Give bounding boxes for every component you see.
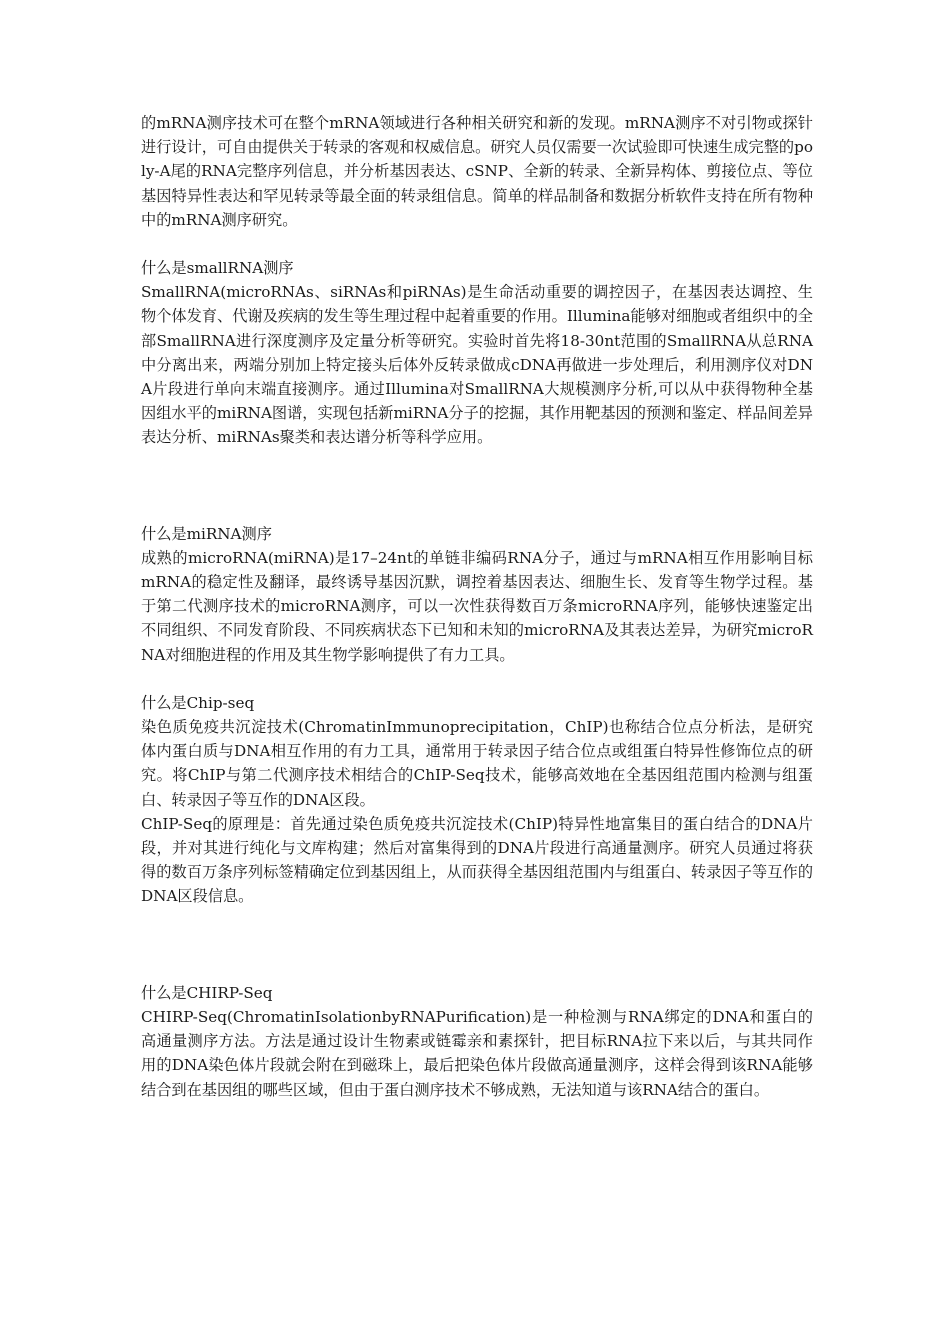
mirna-paragraph: 成熟的microRNA(miRNA)是17–24nt的单链非编码RNA分子，通过与mRNA相互作用影响目标mRNA的稳定性及翻译，最终诱导基因沉默，调控着基因表达、细胞生长、发育等生物学过程。基于第二代测序技术的microRNA测序，可以一次性获得数百万条microRNA序列，能够快速鉴定出不同组织、不同发育阶段、不同疾病状态下已知和未知的microRNA及其表达差异，为研究microRNA对细胞进程的作用及其生物学影响提供了有力工具。 <box>141 548 813 664</box>
spacer <box>141 667 813 691</box>
chipseq-paragraph-1: 染色质免疫共沉淀技术(ChromatinImmunoprecipitation，ChIP)也称结合位点分析法，是研究体内蛋白质与DNA相互作用的有力工具，通常用于转录因子结合位点或组蛋白特异性修饰位点的研究。将ChIP与第二代测序技术相结合的ChIP-Seq技术，能够高效地在全基因组范围内检测与组蛋白、转录因子等互作的DNA区段。 <box>141 718 813 809</box>
chipseq-paragraph-2: ChIP-Seq的原理是：首先通过染色质免疫共沉淀技术(ChIP)特异性地富集目的蛋白结合的DNA片段，并对其进行纯化与文库构建；然后对富集得到的DNA片段进行高通量测序。研究人员通过将获得的数百万条序列标签精确定位到基因组上，从而获得全基因组范围内与组蛋白、转录因子等互作的DNA区段信息。 <box>141 814 813 906</box>
chirpseq-paragraph: CHIRP-Seq(ChromatinIsolationbyRNAPurification)是一种检测与RNA绑定的DNA和蛋白的高通量测序方法。方法是通过设计生物素或链霉亲和素探针，把目标RNA拉下来以后，与其共同作用的DNA染色体片段就会附在到磁珠上，最后把染色体片段做高通量测序，这样会得到该RNA能够结合到在基因组的哪些区域，但由于蛋白测序技术不够成熟，无法知道与该RNA结合的蛋白。 <box>141 1007 813 1099</box>
chipseq-heading: 什么是Chip-seq <box>141 693 255 712</box>
smallrna-heading: 什么是smallRNA测序 <box>141 259 294 278</box>
mirna-heading: 什么是miRNA测序 <box>141 524 272 543</box>
spacer <box>141 232 813 256</box>
spacer <box>141 909 813 981</box>
chirpseq-heading: 什么是CHIRP-Seq <box>141 983 273 1002</box>
spacer <box>141 450 813 522</box>
document-page <box>141 111 813 1102</box>
intro-paragraph: 的mRNA测序技术可在整个mRNA领域进行各种相关研究和新的发现。mRNA测序不对引物或探针进行设计，可自由提供关于转录的客观和权威信息。研究人员仅需要一次试验即可快速生成完整的poly-A尾的RNA完整序列信息，并分析基因表达、cSNP、全新的转录、全新异构体、剪接位点、等位基因特异性表达和罕见转录等最全面的转录组信息。简单的样品制备和数据分析软件支持在所有物种中的mRNA测序研究。 <box>141 114 813 229</box>
smallrna-paragraph: SmallRNA(microRNAs、siRNAs和piRNAs)是生命活动重要的调控因子，在基因表达调控、生物个体发育、代谢及疾病的发生等生理过程中起着重要的作用。Illumina能够对细胞或者组织中的全部SmallRNA进行深度测序及定量分析等研究。实验时首先将18-30nt范围的SmallRNA从总RNA中分离出来，两端分别加上特定接头后体外反转录做成cDNA再做进一步处理后，利用测序仪对DNA片段进行单向末端直接测序。通过Illumina对SmallRNA大规模测序分析,可以从中获得物种全基因组水平的miRNA图谱，实现包括新miRNA分子的挖掘，其作用靶基因的预测和鉴定、样品间差异表达分析、miRNAs聚类和表达谱分析等科学应用。 <box>141 283 813 447</box>
